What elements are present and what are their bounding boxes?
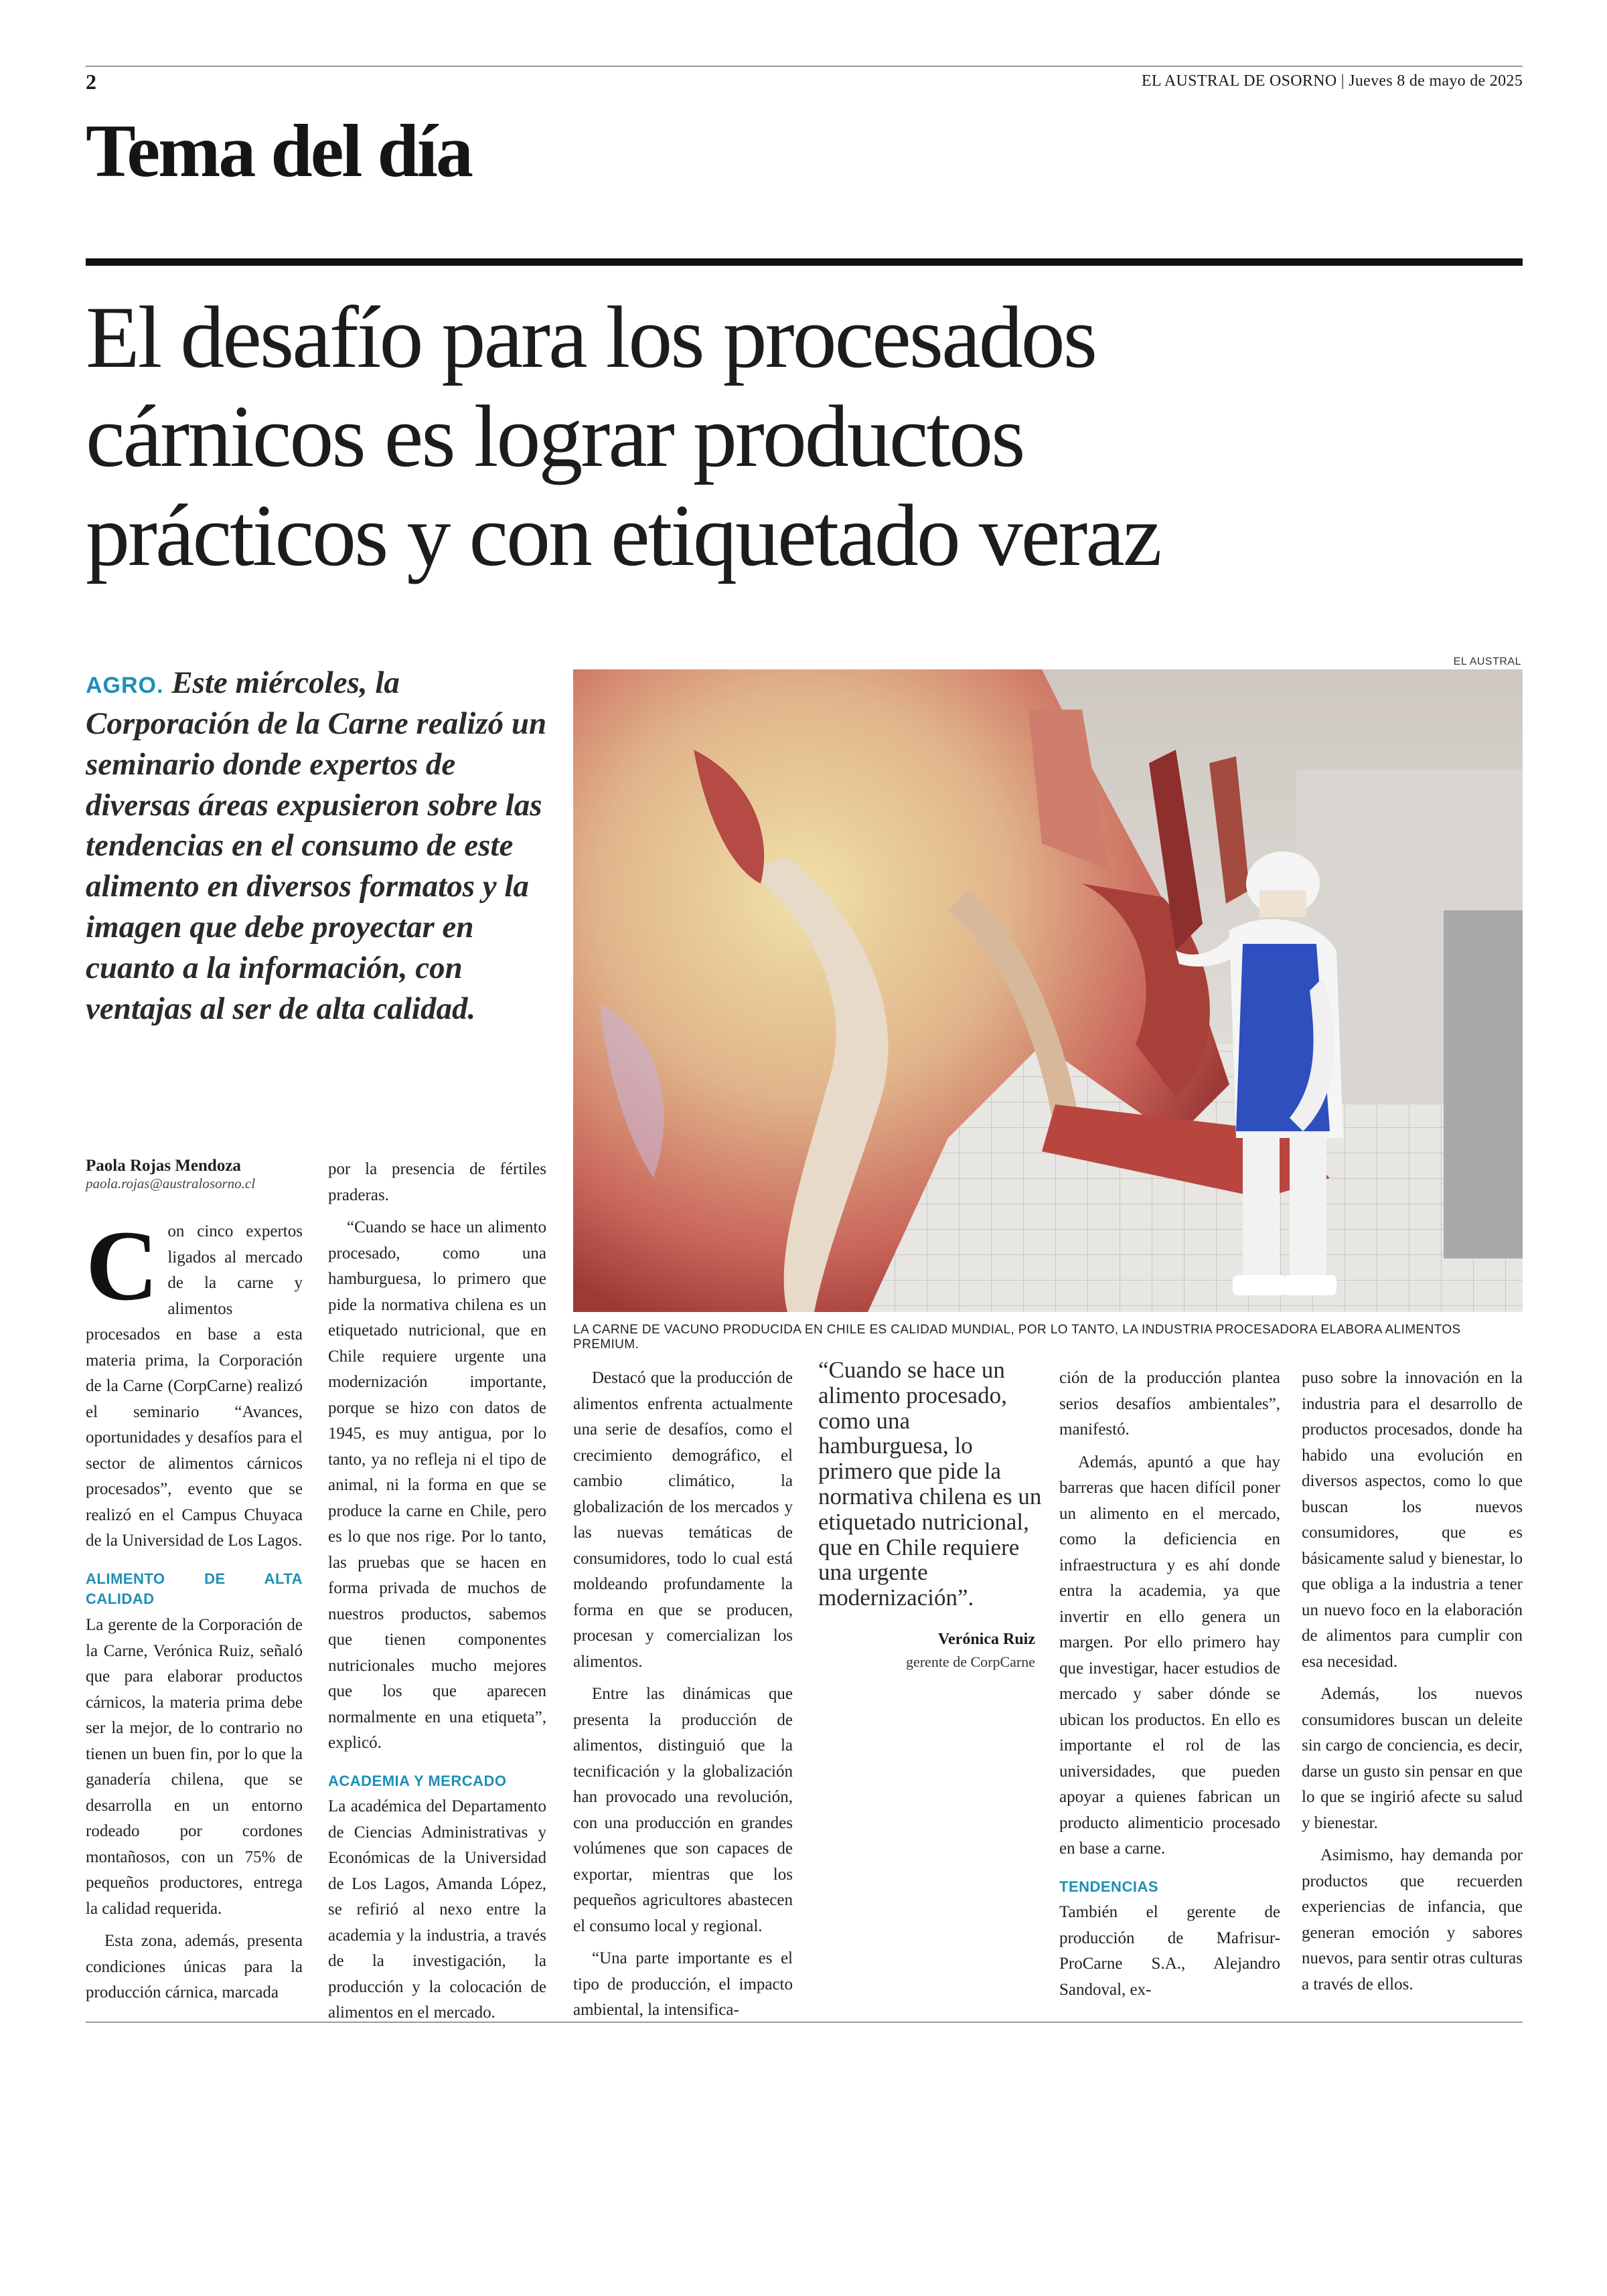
- byline-email: paola.rojas@australosorno.cl: [86, 1175, 256, 1192]
- article-paragraph: puso sobre la innovación en la industria para el desarrollo de productos procesados, donde ha habido una evolución en diversos aspectos, como lo que buscan los nuevos consumidores, que es básicamente salud y bienestar, lo que obliga a la industria a tener un nuevo foco en la elaboración de alimentos para cumplir con esa necesidad.: [1302, 1369, 1523, 1671]
- article-paragraph: Además, los nuevos consumidores buscan un deleite sin cargo de conciencia, es decir, darse un gusto sin pensar en que lo que se ingirió afecte su salud y bienestar.: [1302, 1685, 1523, 1832]
- lead-kicker: AGRO.: [86, 673, 164, 698]
- section-title: Tema del día: [86, 110, 471, 193]
- article-paragraph: Además, apuntó a que hay barreras que hacen difícil poner un alimento en el mercado, como la deficiencia en infraestructura y es ahí donde entra la academia, ya que invertir en ello genera un margen. Por ello primero hay que investigar, hacer estudios de mercado y saber dónde se ubican los productos. En ello es importante el rol de las universidades, que pueden apoyar a quienes fabrican un producto alimenticio procesado en base a carne.: [1059, 1453, 1280, 1858]
- article-column-5: [1302, 1366, 1523, 2004]
- article-column-3: [573, 1366, 793, 2030]
- subheading: ALIMENTO DE ALTA CALIDAD: [86, 1570, 303, 1608]
- byline-author: Paola Rojas Mendoza: [86, 1157, 241, 1175]
- headline-line: prácticos y con etiquetado veraz: [86, 485, 1160, 584]
- butcher-photo-illustration: [573, 669, 1523, 1312]
- pull-quote-role: gerente de CorpCarne: [905, 1653, 1035, 1670]
- article-column-4: [1059, 1366, 1280, 2010]
- lead-paragraph: [86, 663, 554, 1030]
- page-number: 2: [86, 70, 96, 94]
- article-paragraph: ción de la producción plantea serios desafíos ambientales”, manifestó.: [1059, 1369, 1280, 1439]
- article-paragraph: por la presencia de fértiles praderas.: [328, 1160, 546, 1204]
- headline: [86, 288, 1532, 584]
- subheading: TENDENCIAS: [1059, 1878, 1159, 1895]
- lead-text: Este miércoles, la Corporación de la Carne realizó un seminario donde expertos de diversas áreas expusieron sobre las tendencias en el consumo de este alimento en diversos formatos y la imagen que debe proyectar en cuanto a la información, con ventajas al ser de alta calidad.: [86, 665, 547, 1026]
- section-rule: [86, 258, 1523, 266]
- main-photo: [573, 669, 1523, 1312]
- folio-separator: |: [1341, 72, 1349, 90]
- article-paragraph: La gerente de la Corporación de la Carne, Verónica Ruiz, señaló que para elaborar productos cárnicos, la materia prima debe ser la mejor, de lo contrario no tienen un buen fin, por lo que la ganadería chilena, que se desarrolla en un entorno rodeado por cordones montañosos, con un 75% de pequeños productores, entrega la calidad requerida.: [86, 1616, 303, 1918]
- article-column-2: [328, 1157, 546, 2033]
- subheading: ACADEMIA Y MERCADO: [328, 1772, 507, 1789]
- article-paragraph: Destacó que la producción de alimentos enfrenta actualmente una serie de desafíos, como el crecimiento demográfico, el cambio climático, la globalización de los mercados y las nuevas temáticas de consumidores, todo lo cual está moldeando profundamente la forma en que se producen, procesan y comercializan los alimentos.: [573, 1369, 793, 1671]
- headline-line: El desafío para los procesados: [86, 288, 1096, 386]
- newspaper-name: EL AUSTRAL DE OSORNO: [1141, 72, 1337, 90]
- photo-caption: LA CARNE DE VACUNO PRODUCIDA EN CHILE ES CALIDAD MUNDIAL, POR LO TANTO, LA INDUSTRIA PROCESADORA ELABORA ALIMENTOS PREMIUM.: [573, 1323, 1461, 1351]
- article-paragraph: También el gerente de producción de Mafrisur-ProCarne S.A., Alejandro Sandoval, ex-: [1059, 1903, 1280, 1999]
- photo-credit: EL AUSTRAL: [1453, 656, 1521, 667]
- article-paragraph: “Una parte importante es el tipo de producción, el impacto ambiental, la intensifica-: [573, 1949, 793, 2019]
- article-paragraph: “Cuando se hace un alimento procesado, como una hamburguesa, lo primero que pide la normativa chilena es un etiquetado nutricional, que en Chile requiere urgente una modernización importante, porque se hizo con datos de 1945, es muy antigua, por lo tanto, ya no refleja ni el tipo de animal, ni la forma en que se produce la carne en Chile, pero es lo que nos rige. Por lo tanto, las pruebas que se hacen en forma privada de muchos de nuestros productos, sabemos que tienen componentes nutricionales mucho mejores que los que aparecen normalmente en una etiqueta”, explicó.: [328, 1218, 546, 1752]
- headline-line: cárnicos es lograr productos: [86, 386, 1024, 485]
- bottom-rule: [86, 2022, 1523, 2023]
- article-paragraph: Con cinco expertos ligados al mercado de la carne y alimentos procesados en base a esta materia prima, la Corporación de la Carne (CorpCarne) realizó el seminario “Avances, oportunidades y desafíos para el sector de alimentos cárnicos procesados”, evento que se realizó en el Campus Chuyaca de la Universidad de Los Lagos.: [86, 1210, 303, 1550]
- article-paragraph: La académica del Departamento de Ciencias Administrativas y Económicas de la Universidad de Los Lagos, Amanda López, se refirió al nexo entre la academia y la industria, a través de la investigación, la producción y la colocación de alimentos en el mercado.: [328, 1797, 546, 2022]
- folio-line: [1142, 72, 1523, 90]
- article-paragraph: Entre las dinámicas que presenta la producción de alimentos, distinguió que la tecnificación y la globalización han provocado una revolución, con una producción en grandes volúmenes que son capaces de exportar, mientras que los pequeños agricultores abastecen el consumo local y regional.: [573, 1685, 793, 1935]
- article-paragraph: Esta zona, además, presenta condiciones únicas para la producción cárnica, marcada: [86, 1932, 303, 2002]
- pull-quote: “Cuando se hace un alimento procesado, como una hamburguesa, lo primero que pide la normativa chilena es un etiquetado nutricional, que en Chile requiere una urgente modernización”.: [818, 1357, 1042, 1611]
- top-rule: [86, 66, 1523, 67]
- article-column-1: [86, 1157, 303, 2013]
- article-paragraph: Asimismo, hay demanda por productos que recuerden experiencias de infancia, que generan emoción y sabores nuevos, para sentir otras culturas a través de ellos.: [1302, 1846, 1523, 1993]
- issue-date: Jueves 8 de mayo de 2025: [1349, 72, 1523, 90]
- pull-quote-name: Verónica Ruiz: [937, 1631, 1035, 1648]
